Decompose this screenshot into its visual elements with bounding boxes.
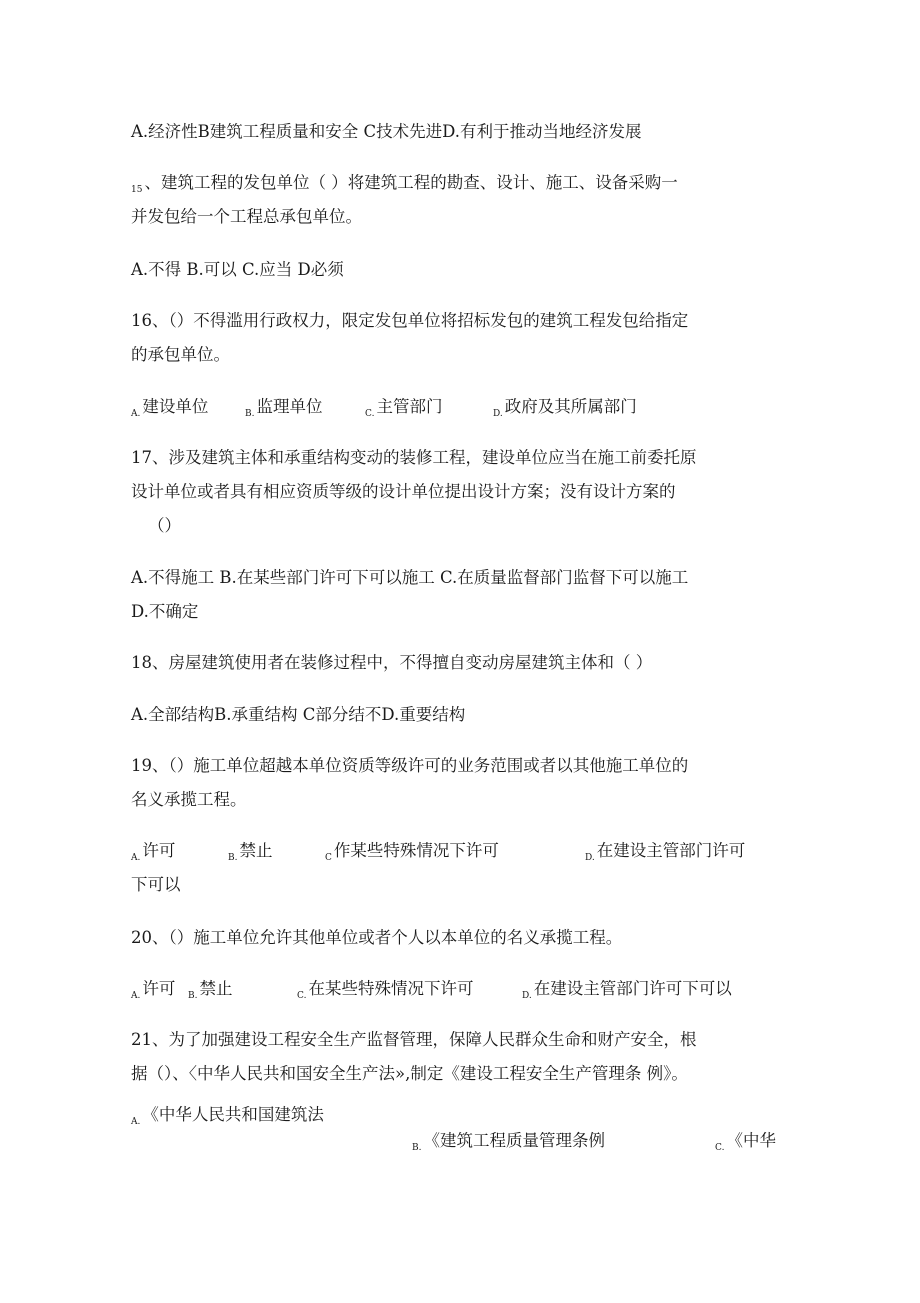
question-19-option-c: $_C$ 作某些特殊情况下许可 <box>325 841 499 863</box>
question-16-line-1: 16、（）不得滥用行政权力，限定发包单位将招标发包的建筑工程发包给指定 <box>131 311 689 330</box>
question-19-option-d: $_{D.}$ 在建设主管部门许可 <box>585 841 746 863</box>
question-21-option-b: $_{B.}$ 《建筑工程质量管理条例 <box>412 1131 605 1153</box>
question-17-line-2: 设计单位或者具有相应资质等级的设计单位提出设计方案；没有设计方案的 <box>131 482 676 501</box>
question-21-option-c: $_{C.}$ 《中华 <box>715 1131 776 1153</box>
question-21-line-2: 据（）、〈中华人民共和国安全生产法»,制定《建设工程安全生产管理条 例》。 <box>131 1064 688 1083</box>
question-17-line-1: 17、涉及建筑主体和承重结构变动的装修工程，建设单位应当在施工前委托原 <box>131 448 697 467</box>
question-21-option-a: $_{A.}$ 《中华人民共和国建筑法 <box>131 1105 324 1127</box>
question-18-line-1: 18、房屋建筑使用者在装修过程中，不得擅自变动房屋建筑主体和（ ） <box>131 653 653 672</box>
question-19-line-2: 名义承揽工程。 <box>131 790 247 809</box>
question-16-line-2: 的承包单位。 <box>131 345 230 364</box>
question-19-option-d-cont: 下可以 <box>131 875 181 894</box>
question-20-line-1: 20、（）施工单位允许其他单位或者个人以本单位的名义承揽工程。 <box>131 928 623 947</box>
q14-options: A.经济性B建筑工程质量和安全 C技术先进D.有利于推动当地经济发展 <box>131 122 642 141</box>
question-15-line-1 <box>131 172 678 201</box>
question-17-options-cont: D.不确定 <box>131 602 199 621</box>
question-20-option-c: $_{C.}$ 在某些特殊情况下许可 <box>297 979 474 1001</box>
question-16-option-d: $_{D.}$ 政府及其所属部门 <box>493 397 637 419</box>
question-19-option-b: $_{B.}$ 禁止 <box>228 841 273 863</box>
question-17-options: A.不得施工 B.在某些部门许可下可以施工 C.在质量监督部门监督下可以施工 <box>131 568 689 587</box>
question-17-line-3: （） <box>148 516 181 535</box>
question-15-options: A.不得 B.可以 C.应当 D必须 <box>131 260 344 279</box>
question-16-option-c: $_{C.}$ 主管部门 <box>365 397 443 419</box>
question-21-line-1: 21、为了加强建设工程安全生产监督管理，保障人民群众生命和财产安全，根 <box>131 1030 697 1049</box>
question-18-options: A.全部结构B.承重结构 C部分结不D.重要结构 <box>131 705 466 724</box>
question-19-option-a: $_{A.}$ 许可 <box>131 841 176 863</box>
question-16-option-b: $_{B.}$ 监理单位 <box>245 397 323 419</box>
question-19-line-1: 19、（）施工单位超越本单位资质等级许可的业务范围或者以其他施工单位的 <box>131 756 689 775</box>
question-20-option-d: $_{D.}$ 在建设主管部门许可下可以 <box>522 979 732 1001</box>
question-20-option-b: $_{B.}$ 禁止 <box>188 979 233 1001</box>
question-15-number: 15 <box>131 185 143 195</box>
question-15-text: 、建筑工程的发包单位（ ）将建筑工程的勘查、设计、施工、设备采购一 <box>144 173 678 192</box>
question-15-line-2: 并发包给一个工程总承包单位。 <box>131 207 362 226</box>
question-16-option-a: $_{A.}$ 建设单位 <box>131 397 209 419</box>
question-20-option-a: $_{A.}$ 许可 <box>131 979 176 1001</box>
